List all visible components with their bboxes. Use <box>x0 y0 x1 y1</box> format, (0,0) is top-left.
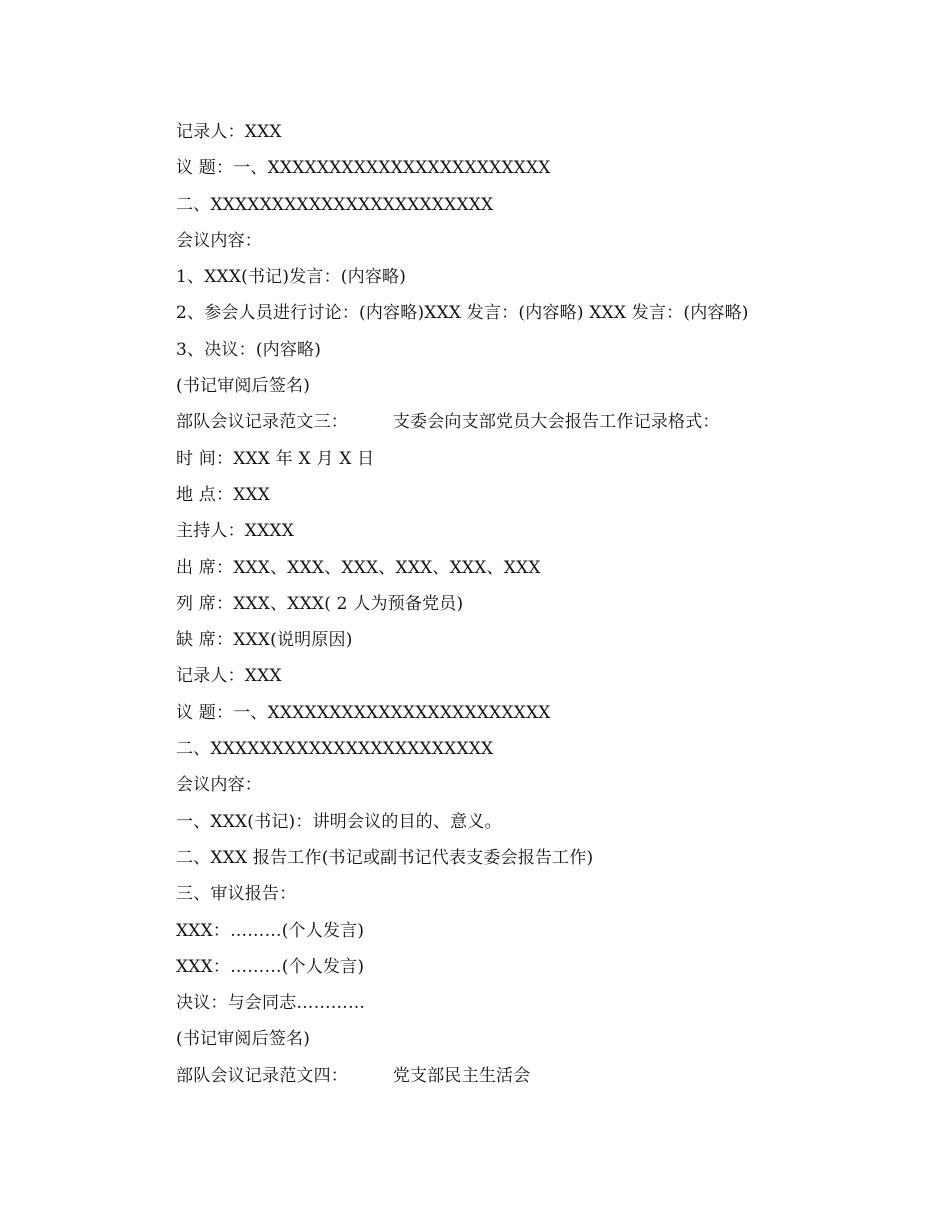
text-line-topic-1-second: 议 题：一、XXXXXXXXXXXXXXXXXXXXXXX <box>176 702 551 723</box>
text-line-host: 主持人：XXXX <box>176 521 295 542</box>
text-line-signature-note: (书记审阅后签名) <box>176 376 311 397</box>
section-heading-sample-three: 部队会议记录范文三： 支委会向支部党员大会报告工作记录格式： <box>176 412 720 433</box>
text-line-location: 地 点：XXX <box>176 484 271 505</box>
text-line-meeting-content-heading: 会议内容： <box>176 230 262 251</box>
text-line-topic-2-second: 二、XXXXXXXXXXXXXXXXXXXXXXX <box>176 739 494 760</box>
text-line-item-two: 二、XXX 报告工作(书记或副书记代表支委会报告工作) <box>176 847 594 868</box>
text-line-observers: 列 席：XXX、XXX( 2 人为预备党员) <box>176 593 464 614</box>
text-line-content-3: 3、决议：(内容略) <box>176 339 322 360</box>
text-line-absent: 缺 席：XXX(说明原因) <box>176 630 353 651</box>
text-line-recorder: 记录人：XXX <box>176 122 282 142</box>
text-line-content-1: 1、XXX(书记)发言：(内容略) <box>176 267 407 288</box>
document-body <box>176 118 826 1098</box>
text-line-item-three: 三、审议报告： <box>176 884 297 905</box>
text-line-resolution: 决议：与会同志………… <box>176 993 366 1014</box>
text-line-attendees: 出 席：XXX、XXX、XXX、XXX、XXX、XXX <box>176 557 541 578</box>
text-line-personal-speech-1: XXX：………(个人发言) <box>176 920 365 941</box>
text-line-recorder-second: 记录人：XXX <box>176 666 282 687</box>
section-heading-sample-four: 部队会议记录范文四： 党支部民主生活会 <box>176 1065 531 1086</box>
text-line-meeting-content-heading-second: 会议内容： <box>176 775 262 796</box>
text-line-signature-note-second: (书记审阅后签名) <box>176 1029 311 1050</box>
text-line-personal-speech-2: XXX：………(个人发言) <box>176 956 365 977</box>
text-line-item-one: 一、XXX(书记)：讲明会议的目的、意义。 <box>176 811 502 832</box>
text-line-content-2: 2、参会人员进行讨论：(内容略)XXX 发言：(内容略) XXX 发言：(内容略) <box>176 303 749 324</box>
text-line-topic-2: 二、XXXXXXXXXXXXXXXXXXXXXXX <box>176 194 494 215</box>
text-line-topic-1: 议 题：一、XXXXXXXXXXXXXXXXXXXXXXX <box>176 158 551 179</box>
text-line-time: 时 间：XXX 年 X 月 X 日 <box>176 448 375 469</box>
